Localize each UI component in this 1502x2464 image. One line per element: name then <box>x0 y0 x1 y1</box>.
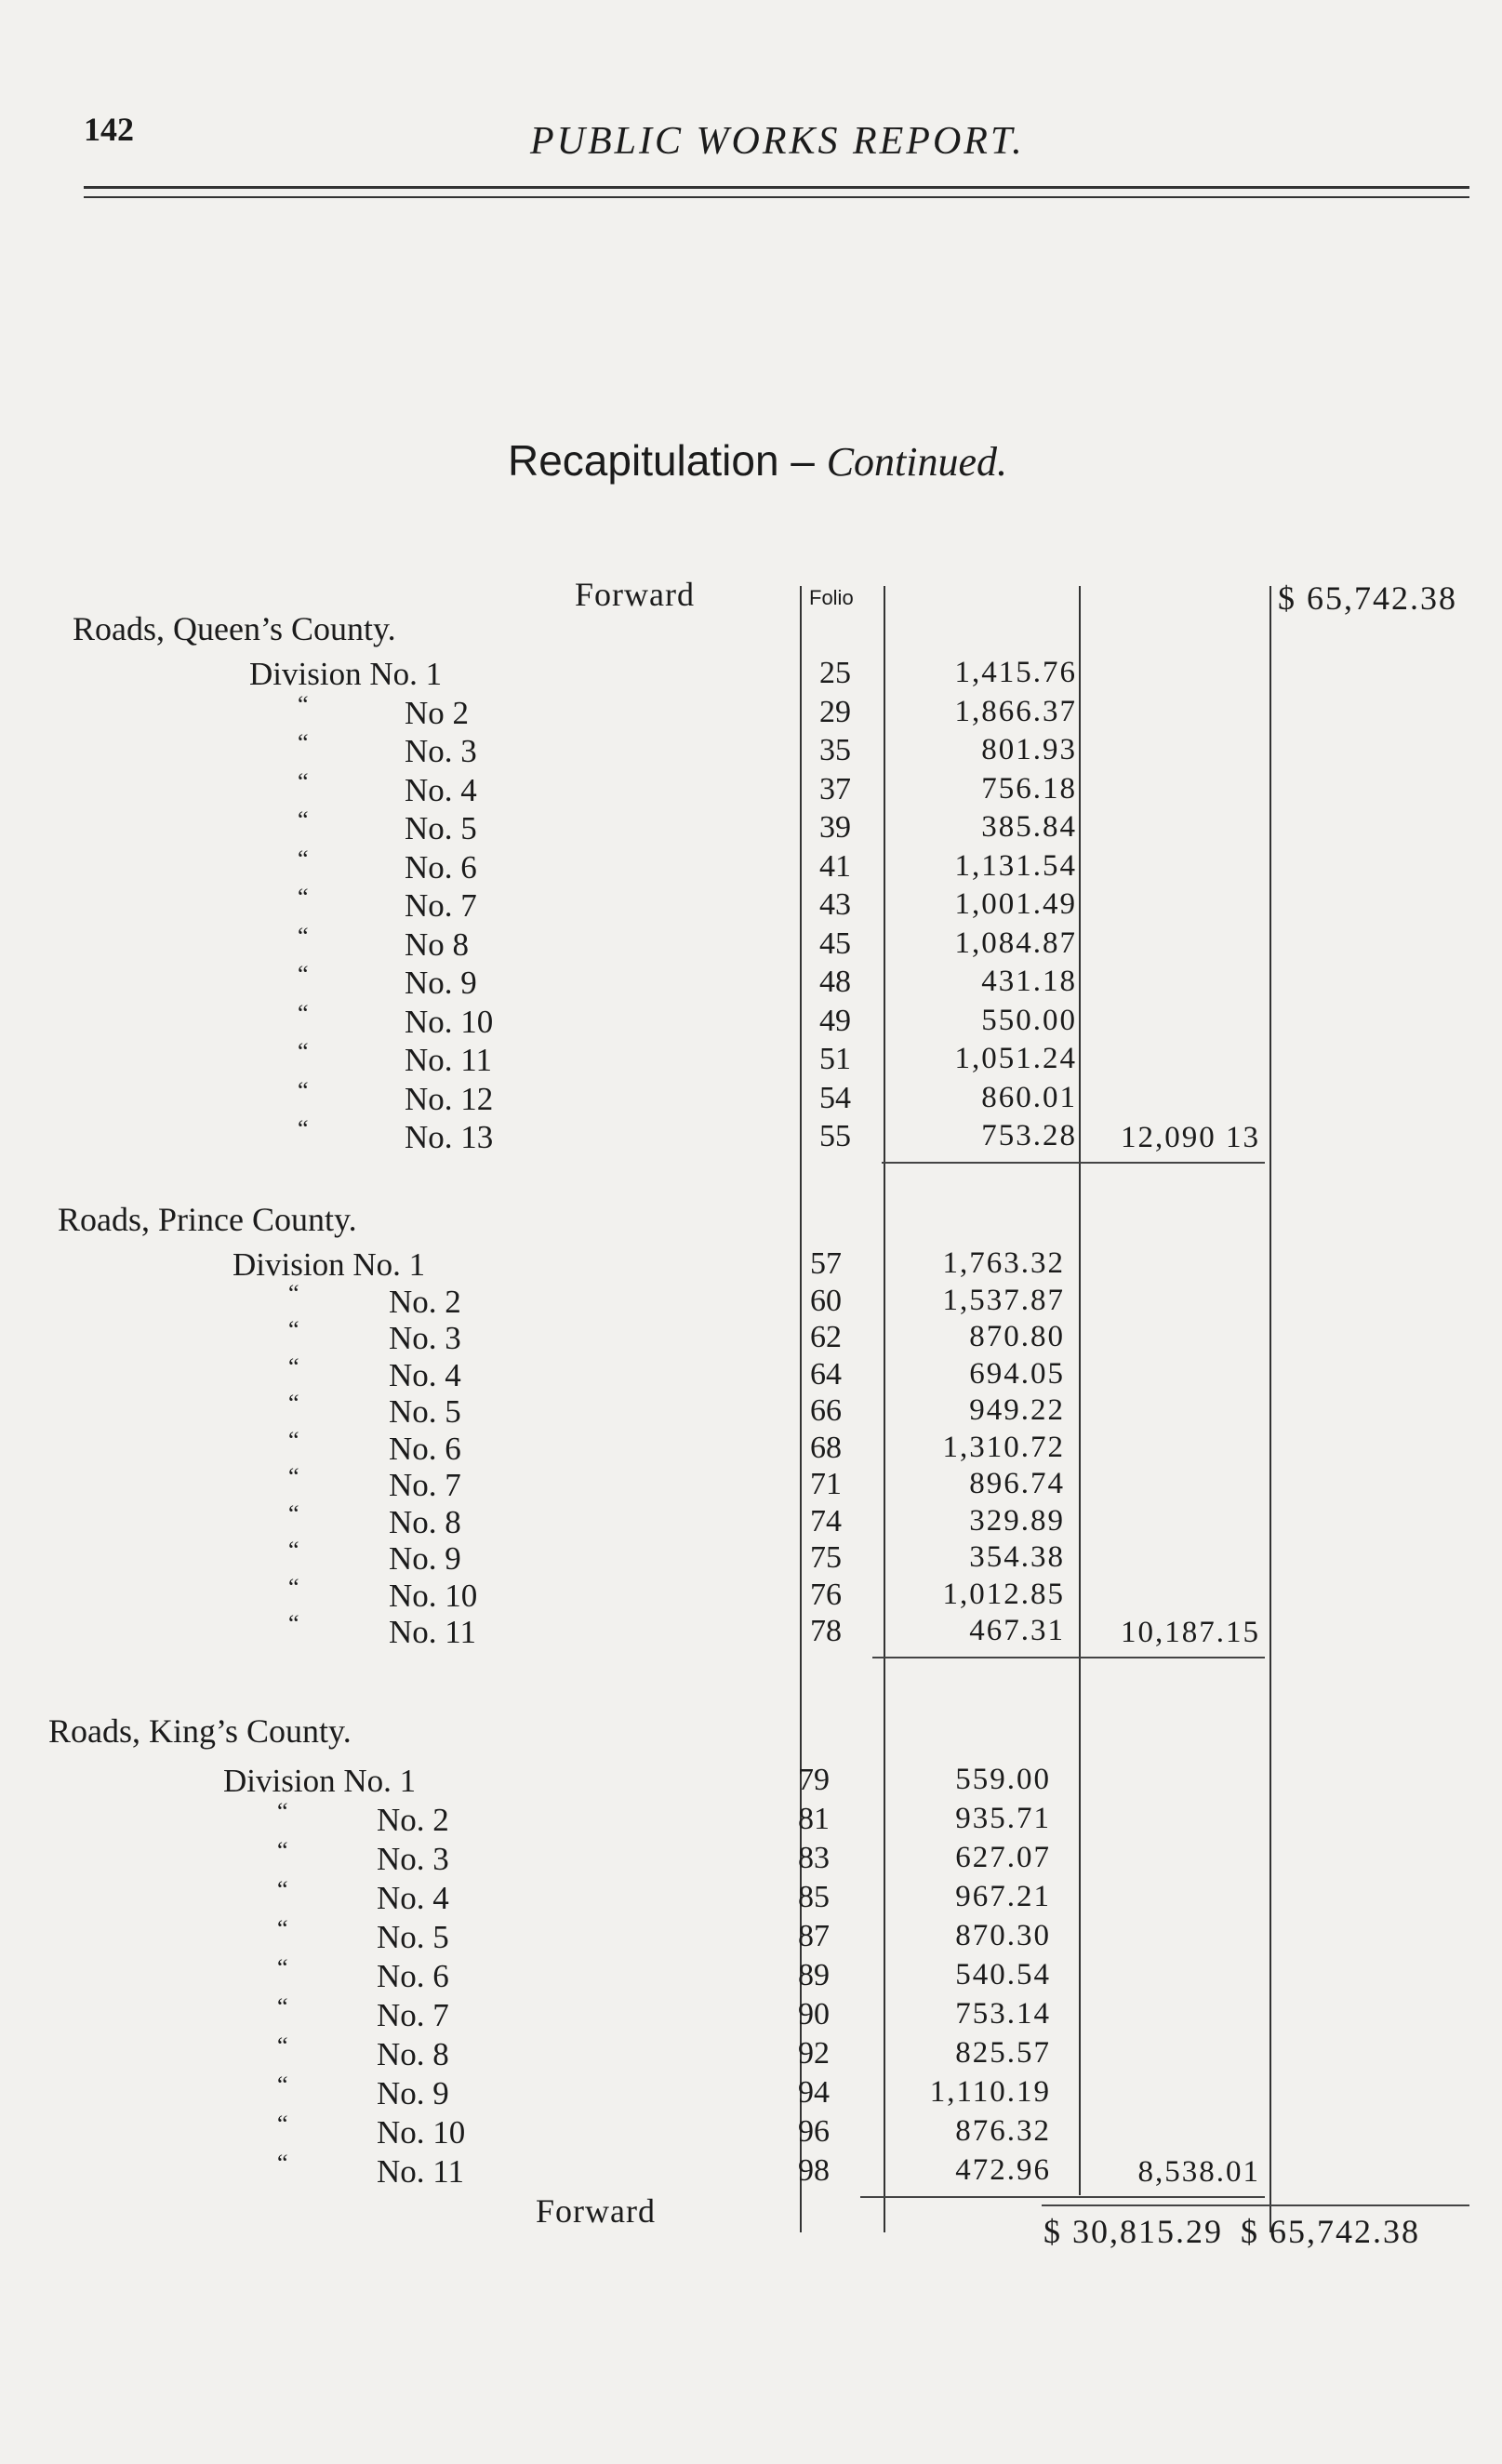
division-label: No. 6 <box>377 1958 449 1994</box>
division-label: Division No. 1 <box>249 656 443 692</box>
division-label: No. 10 <box>389 1577 478 1614</box>
folio-number: 74 <box>810 1503 842 1538</box>
table-row <box>0 1352 1502 1396</box>
division-label: No. 9 <box>389 1540 461 1577</box>
header-rule <box>84 186 1469 189</box>
ditto-mark: “ <box>298 884 309 911</box>
table-row <box>0 1837 1502 1880</box>
folio-number: 25 <box>819 656 851 690</box>
table-row <box>0 1499 1502 1543</box>
folio-number: 87 <box>798 1919 830 1953</box>
folio-number: 81 <box>798 1802 830 1836</box>
subtotal-rule <box>872 1657 1265 1658</box>
amount: 1,110.19 <box>929 2075 1051 2109</box>
ditto-mark: “ <box>298 999 309 1027</box>
table-row <box>0 1537 1502 1579</box>
folio-number: 57 <box>810 1246 842 1281</box>
subtotal-rule <box>882 1162 1265 1164</box>
table-row <box>0 884 1502 926</box>
division-label: No. 3 <box>377 1841 449 1877</box>
table-row <box>0 1246 1502 1285</box>
division-label: No. 3 <box>389 1320 461 1356</box>
table-row <box>0 656 1502 695</box>
county-subtotal: 8,538.01 <box>1137 2155 1260 2189</box>
division-label: No. 11 <box>377 2153 464 2190</box>
folio-number: 35 <box>819 733 851 767</box>
ditto-mark: “ <box>298 961 309 988</box>
amount: 876.32 <box>955 2114 1051 2148</box>
table-row <box>0 845 1502 888</box>
division-label: No. 9 <box>405 965 477 1001</box>
ditto-mark: “ <box>288 1352 299 1380</box>
forward-bottom-rule <box>1042 2204 1469 2206</box>
folio-number: 48 <box>819 965 851 999</box>
amount: 354.38 <box>969 1540 1065 1574</box>
ditto-mark: “ <box>298 1115 309 1142</box>
ditto-mark: “ <box>298 690 309 718</box>
division-label: No. 7 <box>389 1467 461 1503</box>
amount: 550.00 <box>981 1003 1077 1037</box>
division-label: No. 11 <box>405 1042 492 1078</box>
amount: 1,012.85 <box>942 1577 1065 1611</box>
ditto-mark: “ <box>288 1426 299 1454</box>
amount: 1,131.54 <box>954 848 1077 883</box>
ditto-mark: “ <box>288 1316 299 1343</box>
amount: 627.07 <box>955 1841 1051 1874</box>
table-row <box>0 1038 1502 1081</box>
division-label: No. 4 <box>377 1880 449 1916</box>
amount: 431.18 <box>981 965 1077 998</box>
folio-number: 98 <box>798 2153 830 2188</box>
table-row <box>0 1316 1502 1359</box>
header-rule-thin <box>84 196 1469 198</box>
division-label: Division No. 1 <box>233 1246 426 1283</box>
ditto-mark: “ <box>288 1573 299 1601</box>
amount: 1,051.24 <box>954 1042 1077 1075</box>
county-subtotal: 10,187.15 <box>1121 1616 1260 1649</box>
amount: 472.96 <box>955 2153 1051 2187</box>
ditto-mark: “ <box>277 2032 288 2059</box>
division-label: No. 4 <box>389 1356 461 1393</box>
table-row <box>0 2032 1502 2075</box>
amount: 385.84 <box>981 810 1077 844</box>
page-title <box>508 435 1007 486</box>
division-label: No. 7 <box>377 1997 449 2033</box>
table-row <box>0 767 1502 811</box>
table-row <box>0 2071 1502 2114</box>
division-label: No. 8 <box>389 1503 461 1540</box>
folio-number: 54 <box>819 1080 851 1115</box>
amount: 1,084.87 <box>954 926 1077 960</box>
page-number: 142 <box>84 111 134 148</box>
folio-number: 51 <box>819 1042 851 1076</box>
folio-number: 45 <box>819 926 851 961</box>
folio-number: 96 <box>798 2114 830 2149</box>
table-row <box>0 1798 1502 1841</box>
forward-bottom-label: Forward <box>536 2192 656 2230</box>
folio-number: 75 <box>810 1540 842 1575</box>
table-row <box>0 2111 1502 2153</box>
ditto-mark: “ <box>277 2111 288 2138</box>
ditto-mark: “ <box>288 1499 299 1527</box>
title-dash: – <box>778 436 827 485</box>
county-heading: Roads, King’s County. <box>48 1712 352 1750</box>
ditto-mark: “ <box>288 1610 299 1637</box>
county-heading: Roads, Queen’s County. <box>73 610 396 647</box>
ditto-mark: “ <box>277 2150 288 2177</box>
folio-number: 76 <box>810 1577 842 1612</box>
forward-bottom-total-right: $ 65,742.38 <box>1241 2213 1420 2250</box>
table-row <box>0 1763 1502 1802</box>
folio-number: 41 <box>819 848 851 884</box>
division-label: No. 3 <box>405 733 477 769</box>
folio-number: 92 <box>798 2036 830 2071</box>
amount: 870.30 <box>955 1919 1051 1952</box>
table-row <box>0 1876 1502 1919</box>
forward-top-amount: $ 65,742.38 <box>1278 579 1457 617</box>
folio-number: 83 <box>798 1841 830 1875</box>
amount: 801.93 <box>981 733 1077 766</box>
table-row <box>0 2150 1502 2192</box>
table-row <box>0 1076 1502 1120</box>
division-label: No. 2 <box>389 1283 461 1320</box>
ditto-mark: “ <box>277 1837 288 1864</box>
division-label: No. 7 <box>405 887 477 924</box>
amount: 1,001.49 <box>954 887 1077 921</box>
table-row <box>0 1426 1502 1470</box>
amount: 329.89 <box>969 1503 1065 1538</box>
table-row <box>0 1915 1502 1958</box>
amount: 753.14 <box>955 1997 1051 2031</box>
folio-number: 62 <box>810 1320 842 1354</box>
division-label: Division No. 1 <box>223 1763 417 1799</box>
folio-number: 43 <box>819 887 851 922</box>
table-row <box>0 806 1502 849</box>
folio-number: 94 <box>798 2075 830 2110</box>
ditto-mark: “ <box>298 845 309 872</box>
division-label: No. 5 <box>377 1919 449 1955</box>
ditto-mark: “ <box>277 1915 288 1942</box>
table-row <box>0 690 1502 734</box>
amount: 1,763.32 <box>942 1246 1065 1280</box>
ditto-mark: “ <box>277 1798 288 1825</box>
ditto-mark: “ <box>298 767 309 795</box>
ditto-mark: “ <box>298 922 309 950</box>
table-row <box>0 1390 1502 1432</box>
running-head: PUBLIC WORKS REPORT. <box>530 120 1025 163</box>
division-label: No. 5 <box>405 810 477 846</box>
amount: 825.57 <box>955 2036 1051 2070</box>
ditto-mark: “ <box>277 2071 288 2098</box>
table-row <box>0 1993 1502 2036</box>
amount: 870.80 <box>969 1320 1065 1353</box>
division-label: No. 5 <box>389 1393 461 1430</box>
amount: 1,415.76 <box>954 656 1077 689</box>
folio-number: 90 <box>798 1997 830 2031</box>
division-label: No. 2 <box>377 1802 449 1838</box>
folio-number: 89 <box>798 1958 830 1992</box>
subtotal-rule <box>860 2196 1265 2198</box>
division-label: No. 12 <box>405 1080 494 1117</box>
division-label: No. 4 <box>405 771 477 808</box>
amount: 935.71 <box>955 1802 1051 1835</box>
ditto-mark: “ <box>288 1463 299 1490</box>
ditto-mark: “ <box>298 729 309 756</box>
table-row <box>0 999 1502 1043</box>
ditto-mark: “ <box>288 1279 299 1307</box>
ditto-mark: “ <box>288 1537 299 1564</box>
division-label: No. 6 <box>389 1430 461 1467</box>
title-continued: Continued. <box>826 439 1008 485</box>
folio-number: 37 <box>819 771 851 806</box>
folio-number: 49 <box>819 1003 851 1038</box>
ditto-mark: “ <box>288 1390 299 1417</box>
division-label: No. 13 <box>405 1119 494 1155</box>
division-label: No. 10 <box>377 2114 466 2151</box>
folio-number: 39 <box>819 810 851 845</box>
folio-number: 60 <box>810 1283 842 1318</box>
folio-number: 68 <box>810 1430 842 1465</box>
table-row <box>0 1463 1502 1506</box>
amount: 896.74 <box>969 1467 1065 1500</box>
division-label: No. 8 <box>377 2036 449 2072</box>
table-row <box>0 729 1502 772</box>
folio-header: Folio <box>809 586 854 609</box>
title-main: Recapitulation <box>508 436 779 485</box>
folio-number: 29 <box>819 694 851 729</box>
division-label: No 2 <box>405 694 470 731</box>
amount: 1,310.72 <box>942 1430 1065 1464</box>
amount: 467.31 <box>969 1614 1065 1647</box>
ditto-mark: “ <box>277 1954 288 1981</box>
table-row <box>0 1954 1502 1997</box>
amount: 559.00 <box>955 1763 1051 1796</box>
amount: 1,537.87 <box>942 1283 1065 1317</box>
division-label: No. 10 <box>405 1003 494 1040</box>
amount: 1,866.37 <box>954 694 1077 728</box>
amount: 967.21 <box>955 1880 1051 1913</box>
division-label: No. 6 <box>405 848 477 886</box>
folio-number: 78 <box>810 1614 842 1648</box>
amount: 949.22 <box>969 1393 1065 1427</box>
table-row <box>0 1610 1502 1653</box>
amount: 753.28 <box>981 1119 1077 1152</box>
division-label: No 8 <box>405 926 470 963</box>
folio-number: 71 <box>810 1467 842 1501</box>
folio-number: 66 <box>810 1393 842 1428</box>
forward-bottom-total-mid: $ 30,815.29 <box>1043 2213 1223 2250</box>
folio-number: 85 <box>798 1880 830 1914</box>
ditto-mark: “ <box>298 806 309 833</box>
folio-number: 64 <box>810 1356 842 1392</box>
amount: 756.18 <box>981 771 1077 806</box>
table-row <box>0 1115 1502 1158</box>
ditto-mark: “ <box>277 1993 288 2020</box>
amount: 694.05 <box>969 1356 1065 1391</box>
folio-number: 79 <box>798 1763 830 1797</box>
table-row <box>0 1279 1502 1323</box>
county-heading: Roads, Prince County. <box>58 1201 357 1238</box>
ditto-mark: “ <box>298 1038 309 1065</box>
amount: 860.01 <box>981 1080 1077 1114</box>
forward-top-label: Forward <box>575 576 695 613</box>
folio-number: 55 <box>819 1119 851 1153</box>
division-label: No. 9 <box>377 2075 449 2111</box>
table-row <box>0 922 1502 966</box>
division-label: No. 11 <box>389 1614 476 1650</box>
county-subtotal: 12,090 13 <box>1121 1121 1260 1154</box>
ditto-mark: “ <box>298 1076 309 1104</box>
table-row <box>0 1573 1502 1617</box>
ditto-mark: “ <box>277 1876 288 1903</box>
amount: 540.54 <box>955 1958 1051 1991</box>
table-row <box>0 961 1502 1004</box>
